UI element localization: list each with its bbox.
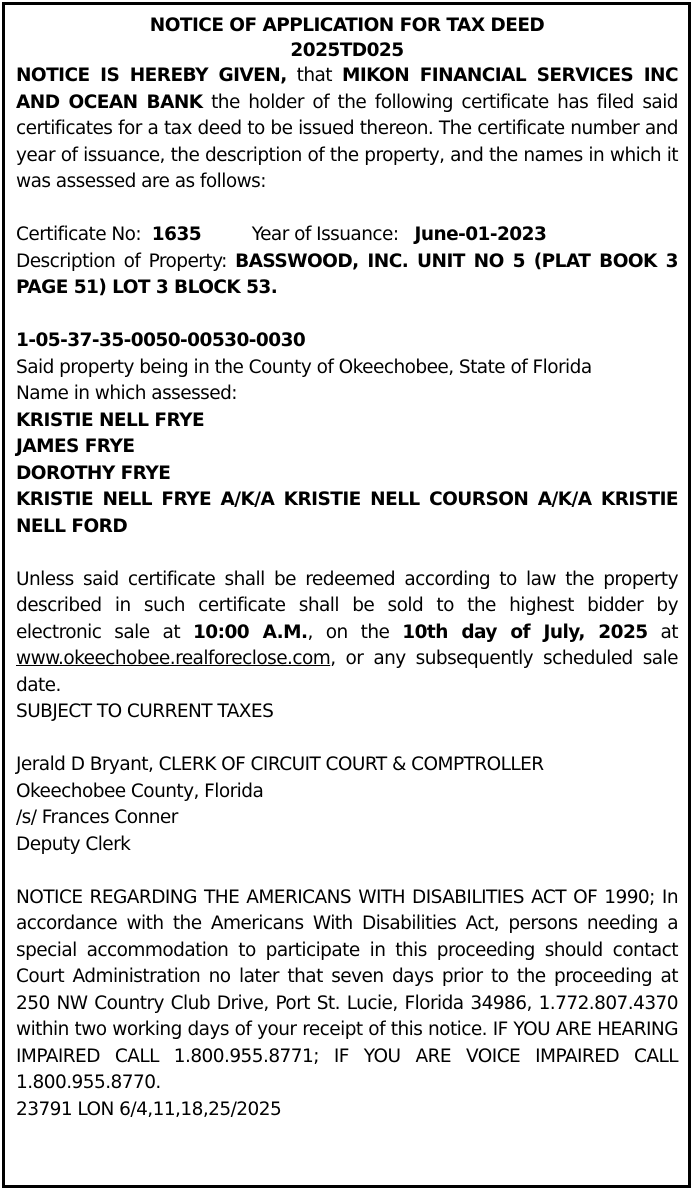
certificate-holders: MIKON FINANCIAL SERVICES INC AND OCEAN BANK [16,65,678,113]
assessed-name: KRISTIE NELL FRYE [16,409,205,431]
certificate-number-label: Certificate No: [16,224,142,245]
parcel-id [16,328,678,355]
certificate-number: 1635 [151,224,202,245]
notice-title: NOTICE OF APPLICATION FOR TAX DEED [149,15,545,36]
sale-text: , or any subsequently scheduled sale date. [16,648,678,696]
assessed-name: KRISTIE NELL FRYE A/K/A KRISTIE NELL COURSON A/K/A KRISTIE NELL FORD [16,489,678,537]
case-number: 2025TD025 [290,40,404,61]
description-value: BASSWOOD, INC. UNIT NO 5 (PLAT BOOK 3 PAGE 51) LOT 3 BLOCK 53. [16,250,678,298]
legal-notice [2,2,691,1188]
sale-text: Unless said certificate shall be redeemed according to law the property described in such certificate shall be sold to the highest bidder by electronic sale at [16,568,678,643]
taxes-line: SUBJECT TO CURRENT TAXES [16,701,274,722]
year-label: Year of Issuance: [251,224,399,245]
parcel-id-value: 1-05-37-35-0050-00530-0030 [16,330,306,351]
clerk-line: Jerald D Bryant, CLERK OF CIRCUIT COURT & COMPTROLLER [16,754,544,775]
assessed-name: DOROTHY FRYE [16,462,171,484]
intro-that: that [286,65,342,86]
sale-date: 10th day of July, 2025 [402,621,648,643]
publication-line: 23791 LON 6/4,11,18,25/2025 [16,1098,282,1120]
auction-link[interactable]: www.okeechobee.realforeclose.com [16,648,331,669]
assessed-name: JAMES FRYE [16,436,135,457]
deputy-line: Deputy Clerk [16,833,131,855]
assessed-label: Name in which assessed: [16,383,237,404]
description-label: Description of Property: [16,250,236,272]
sale-text: , on the [307,621,403,643]
property-description [16,249,678,302]
certificate-row [16,222,678,249]
signature-line: /s/ Frances Conner [16,807,178,828]
intro-paragraph [16,63,678,196]
sale-text: at [647,621,679,643]
ada-notice: NOTICE REGARDING THE AMERICANS WITH DISABILITIES ACT OF 1990; In accordance with the Americans With Disabilities Act, persons needing a special accommodation to participate in this proceeding should contact Court Administration no later that seven days prior to the proceeding at 250 NW Country Club Drive, Port St. Lucie, Florida 34986, 1.772.807.4370 within two working days of your receipt of this notice. IF YOU ARE HEARING IMPAIRED CALL 1.800.955.8771; IF YOU ARE VOICE IMPAIRED CALL 1.800.955.8770. [16,886,678,1093]
intro-lead: NOTICE IS HEREBY GIVEN, [16,65,287,86]
county-state-line: Okeechobee County, Florida [16,780,264,802]
county-line: Said property being in the County of Okeechobee, State of Florida [16,356,592,378]
intro-rest: the holder of the following certificate has filed said certificates for a tax deed to be issued thereon. The certificate number and year of issuance, the description of the property, and the names in which it was assessed are as follows: [16,91,678,192]
year-of-issuance: June-01-2023 [414,224,547,245]
sale-time: 10:00 A.M. [192,621,308,643]
sale-paragraph [16,567,678,700]
